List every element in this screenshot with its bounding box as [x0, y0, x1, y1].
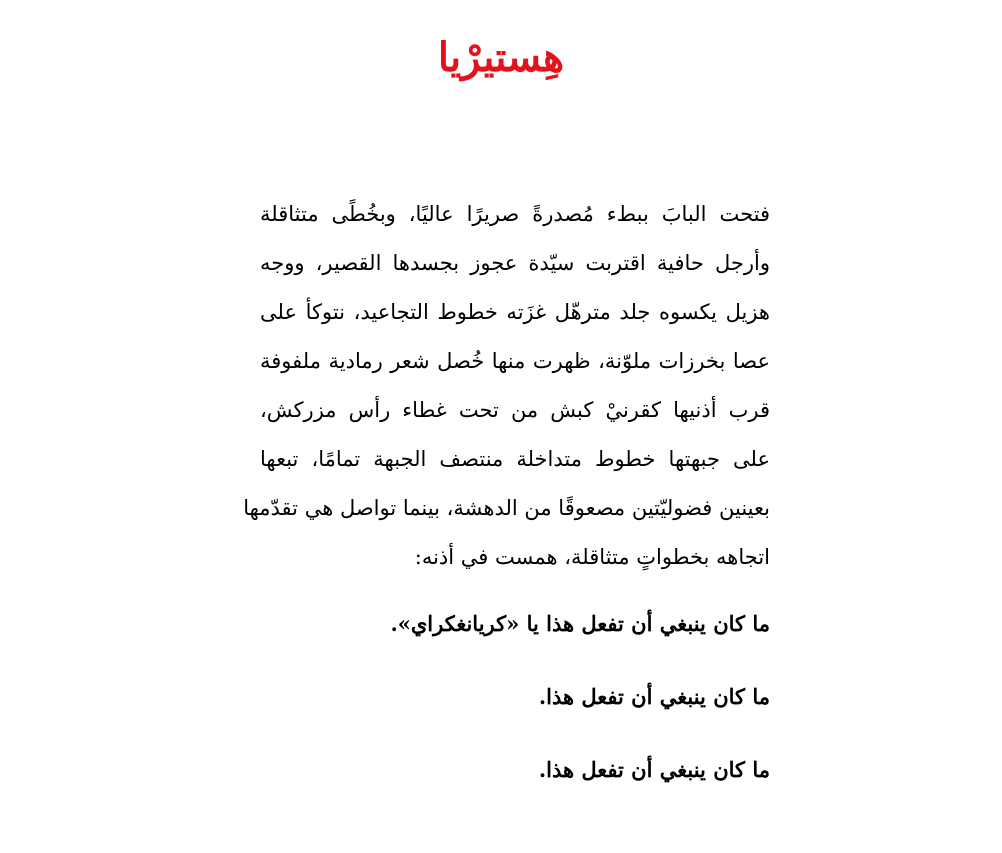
dialogue-line-3: ما كان ينبغي أن تفعل هذا.	[538, 757, 770, 782]
paragraph-line: على جبهتها خطوط متداخلة منتصف الجبهة تمامًا، تبعها	[260, 447, 770, 471]
paragraph-line: فتحت البابَ ببطء مُصدرةً صريرًا عاليًا، وبخُطًى متثاقلة	[260, 202, 770, 226]
paragraph-line: بعينين فضوليّتين مصعوقًا من الدهشة، بينما تواصل هي تقدّمها	[243, 496, 770, 520]
paragraph-line: هزيل يكسوه جلد مترهّل غزَته خطوط التجاعيد، نتوكأ على	[260, 300, 770, 324]
paragraph-line-last: اتجاهه بخطواتٍ متثاقلة، همست في أذنه:	[414, 545, 770, 569]
paragraph-line: عصا بخرزات ملوّنة، ظهرت منها خُصل شعر رمادية ملفوفة	[260, 349, 770, 373]
story-paragraph	[243, 190, 770, 788]
paragraph-line: قرب أذنيها كقرنيْ كبش من تحت غطاء رأس مزركش،	[260, 398, 770, 422]
dialogue-line-2: ما كان ينبغي أن تفعل هذا.	[538, 684, 770, 709]
dialogue-line-1: ما كان ينبغي أن تفعل هذا يا «كريانغكراي».	[390, 611, 770, 636]
page-title: هِستيرْيا	[437, 34, 565, 81]
paragraph-line: وأرجل حافية اقتربت سيّدة عجوز بجسدها القصير، ووجه	[260, 251, 770, 275]
